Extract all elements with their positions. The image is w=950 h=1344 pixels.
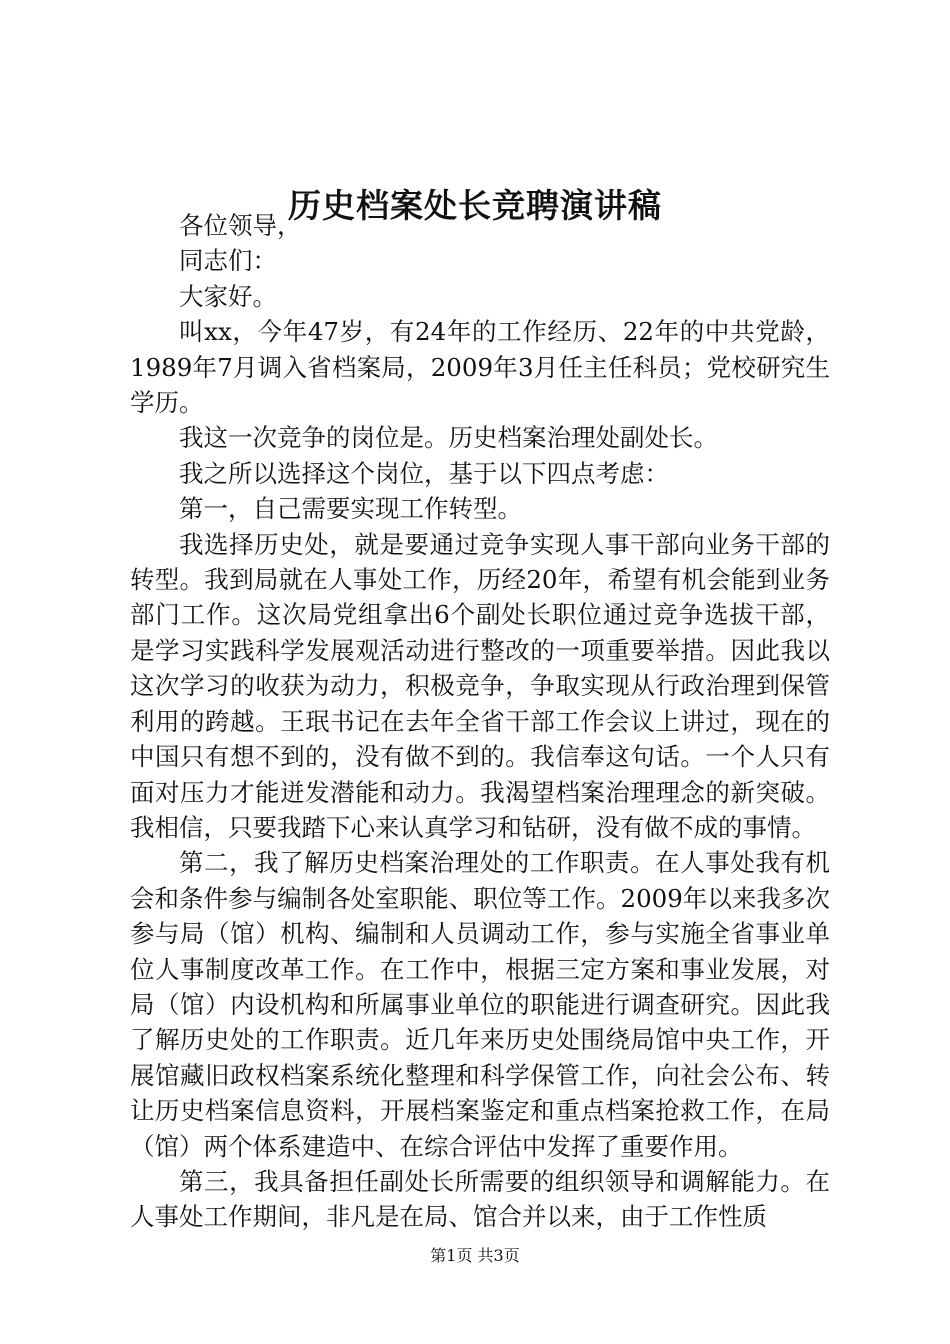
paragraph-first-point: 我选择历史处，就是要通过竞争实现人事干部向业务干部的转型。我到局就在人事处工作，历经20年，希望有机会能到业务部门工作。这次局党组拿出6个副处长职位通过竞争选拔干部，是学习实践科学发展观活动进行整改的一项重要举措。因此我以这次学习的收获为动力，积极竞争，争取实现从行政治理到保管利用的跨越。王珉书记在去年全省干部工作会议上讲过，现在的中国只有想不到的，没有做不到的。我信奉这句话。一个人只有面对压力才能迸发潜能和动力。我渴望档案治理理念的新突破。我相信，只要我踏下心来认真学习和钻研，没有做不成的事情。 xyxy=(130,529,830,842)
document-body xyxy=(130,208,830,1235)
paragraph-reasons: 我之所以选择这个岗位，基于以下四点考虑： xyxy=(179,458,669,488)
paragraph-position: 我这一次竞争的岗位是。历史档案治理处副处长。 xyxy=(179,423,718,453)
salutation-leaders: 各位领导， xyxy=(179,211,302,240)
page-number: 第1页 共3页 xyxy=(430,1246,520,1265)
paragraph-intro: 叫xx，今年47岁，有24年的工作经历、22年的中共党龄，1989年7月调入省档案局，2009年3月任主任科员；党校研究生学历。 xyxy=(130,317,830,418)
salutation-comrades: 同志们： xyxy=(179,246,277,276)
heading-first-point: 第一，自己需要实现工作转型。 xyxy=(179,494,522,524)
greeting: 大家好。 xyxy=(179,281,277,311)
paragraph-third-point: 第三，我具备担任副处长所需要的组织领导和调解能力。在人事处工作期间，非凡是在局、馆合并以来，由于工作性质 xyxy=(130,1166,830,1232)
paragraph-second-point: 第二，我了解历史档案治理处的工作职责。在人事处我有机会和条件参与编制各处室职能、职位等工作。2009年以来我多次参与局（馆）机构、编制和人员调动工作，参与实施全省事业单位人事制度改革工作。在工作中，根据三定方案和事业发展，对局（馆）内设机构和所属事业单位的职能进行调查研究。因此我了解历史处的工作职责。近几年来历史处围绕局馆中央工作，开展馆藏旧政权档案系统化整理和科学保管工作，向社会公布、转让历史档案信息资料，开展档案鉴定和重点档案抢救工作，在局（馆）两个体系建造中、在综合评估中发挥了重要作用。 xyxy=(130,848,830,1161)
document-title: 历史档案处长竞聘演讲稿 xyxy=(288,186,662,225)
